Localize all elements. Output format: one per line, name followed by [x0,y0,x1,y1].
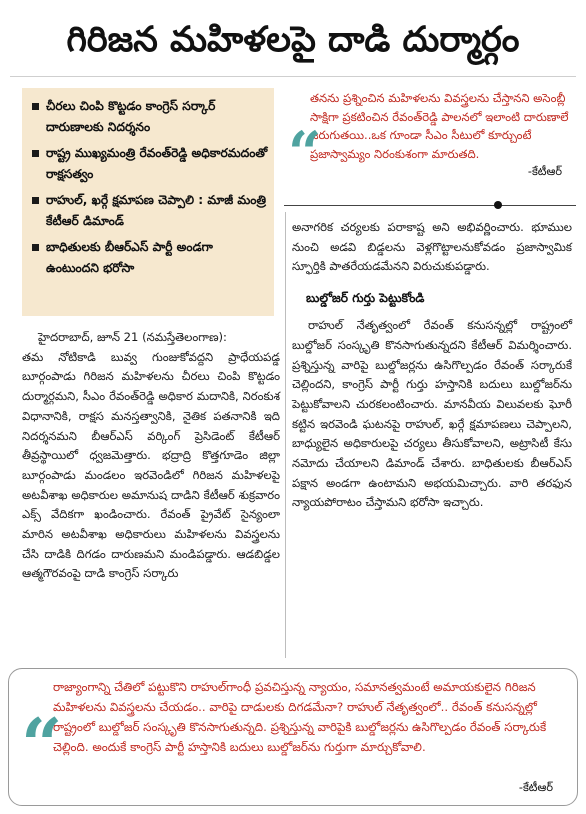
pull-quote-attribution: -కేటీఆర్ [527,165,562,179]
highlight-item: రాహుల్, ఖర్గే క్షమాపణ చెప్పాలి : మాజీ మంత్రి కేటీఆర్ డిమాండ్ [32,190,268,232]
headline: గిరిజన మహిళలపై దాడి దుర్మార్గం [66,20,520,60]
pull-quote-top [284,86,576,206]
highlight-item: చీరలు చింపి కొట్టడం కాంగ్రెస్ సర్కార్ దారుణాలకు నిదర్శనం [32,96,268,138]
pull-quote-text: తనను ప్రశ్నించిన మహిళలను వివస్త్రలను చేస్తానని అసెంబ్లీ సాక్షిగా ప్రకటించిన రేవంత్‌రెడ్డి పాలనలో ఇలాంటి దారుణాలే జరుగుతయి..ఒక గూండా సీఎం సీటులో కూర్చుంటే ప్రజాస్వామ్యం నిరంకుశంగా మారుతది. [310,91,569,161]
highlights-box [22,88,274,316]
right-column-paragraph: అనాగరిక చర్యలకు పరాకాష్ట అని అభివర్ణించారు. భూముల నుంచి అడవి బిడ్డలను వెళ్లగొట్టాలనుకోవడం ప్రజాస్వామిక స్ఫూర్తికి పాతరేయడమేనని విరుచుకుపడ్డారు. [292,220,572,274]
column-divider [285,212,286,658]
left-column-body: తమ నోటికాడి బువ్వ గుంజుకోవద్దని ప్రాధేయపడ్డ బూర్గంపాడు గిరిజన మహిళలను చీరలు చింపి కొట్టడం దుర్మార్గమని, సీఎం రేవంత్‌రెడ్డి అధికార మదానికి, నిరంకుశ విధానానికి, రాక్షస మనస్తత్వానికి, నైతిక పతనానికి ఇది నిదర్శనమని బీఆర్ఎస్ వర్కింగ్ ప్రెసిడెంట్ కేటీఆర్ తీవ్రస్థాయిలో ధ్వజమెత్తారు. భద్రాద్రి కొత్తగూడెం జిల్లా బూర్గంపాడు మండలం ఇరవెండిలో గిరిజన మహిళలపై అటవీశాఖ అధికారుల అమానుష దాడిని కేటీఆర్ శుక్రవారం ఎక్స్ వేదికగా ఖండించారు. రేవంత్ ప్రైవేట్ సైన్యంలా మారిన అటవీశాఖ అధికారులు మహిళలను వివస్త్రలను చేసి దాడికి దిగడం దారుణమని మండిపడ్డారు. ఆడబిడ్డల ఆత్మగౌరవంపై దాడి కాంగ్రెస్ సర్కారు [22,349,280,581]
right-column-paragraph: రాహుల్ నేతృత్వంలో రేవంత్ కనుసన్నల్లో రాష్ట్రంలో బుల్డోజర్ సంస్కృతి కొనసాగుతున్నదని కేటీఆర్ విమర్శించారు. ప్రశ్నిస్తున్న వారిపై బుల్డోజర్లను ఉసిగొల్పడం రేవంత్ సర్కారుకే చెల్లిందని, కాంగ్రెస్ పార్టీ గుర్తు హస్తానికి బదులు బుల్డోజర్‌ను పెట్టుకోవాలని చురకలంటించారు. మానవీయ విలువలకు ఘోరీ కట్టిన ఇరవెండి ఘటనపై రాహుల్, ఖర్గే క్షమాపణలు చెప్పాలని, బాధ్యులైన అధికారులపై చర్యలు తీసుకోవాలని, అట్రాసిటీ కేసు నమోదు చేయాలని డిమాండ్ చేశారు. బాధితులకు బీఆర్ఎస్ పక్షాన అండగా ఉంటామని అభయమిచ్చారు. వారి తరఫున న్యాయపోరాటం చేస్తామని భరోసా ఇచ్చారు. [292,318,572,510]
left-column [22,328,280,584]
dateline: హైదరాబాద్, జూన్ 21 (నమస్తేతెలంగాణ): [38,330,227,344]
quote-mark-icon: “ [288,119,322,187]
quote-mark-icon: “ [21,702,63,787]
highlight-item: బాధితులకు బీఆర్ఎస్ పార్టీ అండగా ఉంటుందని భరోసా [32,237,268,279]
headline-divider [10,76,576,77]
pull-quote-text: రాజ్యాంగాన్ని చేతిలో పట్టుకొని రాహుల్‌గాంధీ ప్రవచిస్తున్న న్యాయం, సమానత్వమంటే అమాయకులైన గిరిజన మహిళలను వివస్త్రలను చేయడం.. వారిపై దాడులకు దిగడమేనా? రాహుల్ నేతృత్వంలో.. రేవంత్ కనుసన్నల్లో రాష్ట్రంలో బుల్డోజర్ సంస్కృతి కొనసాగుతున్నది. ప్రశ్నిస్తున్న వారిపైకి బుల్డోజర్లను ఉసిగొల్పడం రేవంత్ సర్కారుకే చెల్లింది. అందుకే కాంగ్రెస్ పార్టీ హస్తానికి బదులు బుల్డోజర్‌ను గుర్తుగా మార్చుకోవాలి. [53,680,547,754]
subheading: బుల్డోజర్ గుర్తు పెట్టుకోండి [306,291,425,306]
divider-dot [494,201,502,209]
right-column [292,218,572,513]
pull-quote-attribution: -కేటీఆర్ [518,781,553,794]
highlight-item: రాష్ట్ర ముఖ్యమంత్రి రేవంత్‌రెడ్డి అధికారమదంతో రాక్షసత్వం [32,143,268,185]
pull-quote-bottom [8,668,578,806]
